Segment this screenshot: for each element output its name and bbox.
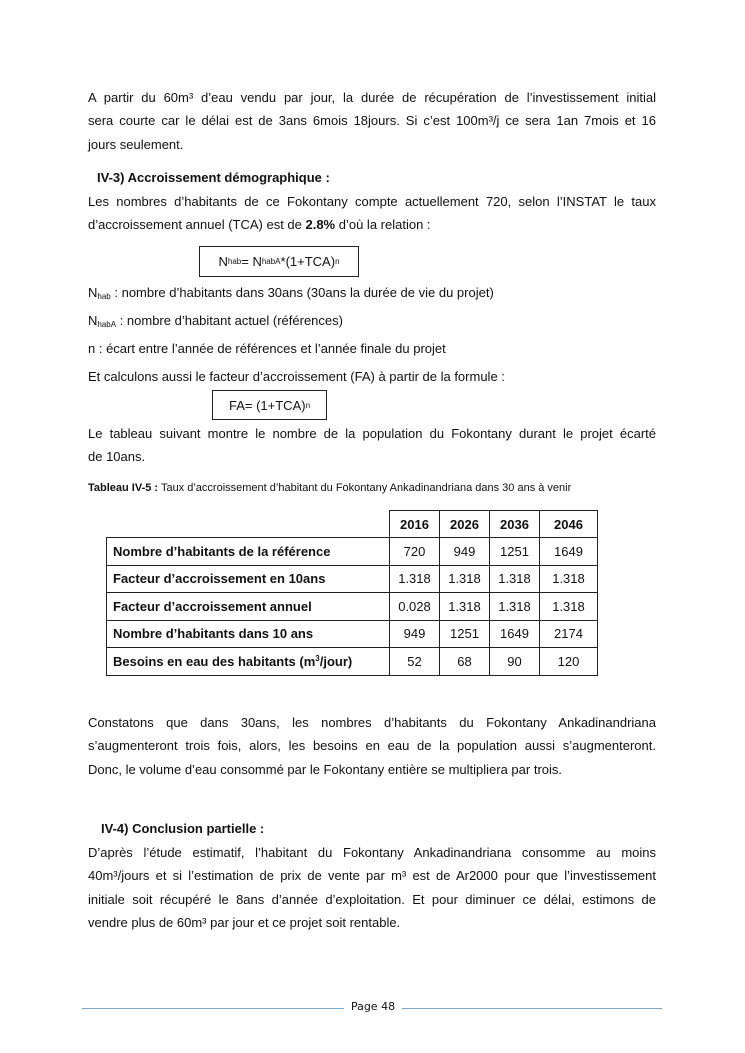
paragraph-fa-intro: Et calculons aussi le facteur d’accroissement (FA) à partir de la formule : [88,369,505,384]
year-header: 2046 [540,511,598,538]
formula-fa: FA= (1+TCA) n [212,390,327,420]
row-label: Facteur d’accroissement annuel [107,593,390,621]
table-cell: 1.318 [490,593,540,621]
table-cell: 1649 [540,538,598,566]
table-cell: 1.318 [390,565,440,593]
row-label: Facteur d’accroissement en 10ans [107,565,390,593]
population-table [106,510,598,676]
definition-n: n : écart entre l’année de références et l’année finale du projet [88,341,446,356]
table-cell: 68 [440,648,490,676]
year-header: 2036 [490,511,540,538]
paragraph-population-intro: Les nombres d’habitants de ce Fokontany compte actuellement 720, selon l’INSTAT le taux d’accroissement annuel (TCA) est de 2.8% d’où la relation : [88,194,656,233]
formula-definitions [88,281,688,361]
table-cell: 720 [390,538,440,566]
paragraph-conclusion: D’après l’étude estimatif, l’habitant du Fokontany Ankadinandriana consomme au moins 40m³/jours et si l’estimation de prix de vente par m³ est de Ar2000 pour que l’investissement initiale soit récupéré le 8ans d’année d’exploitation. Et pour diminuer ce délai, estimons de vendre plus de 60m³ par jour et ce projet soit rentable. [88,845,656,931]
table-row [107,593,598,621]
footer-divider-right [402,1008,662,1009]
year-header: 2026 [440,511,490,538]
table-caption: Tableau IV-5 : Taux d’accroissement d’habitant du Fokontany Ankadinandriana dans 30 ans à venir [88,482,572,494]
table-cell: 0.028 [390,593,440,621]
table-cell: 1.318 [540,593,598,621]
table-cell: 1251 [440,620,490,648]
table-cell: 1.318 [440,593,490,621]
table-cell: 2174 [540,620,598,648]
table-row [107,538,598,566]
table-cell: 1.318 [440,565,490,593]
table-cell: 52 [390,648,440,676]
section-heading-conclusion: IV-4) Conclusion partielle : [101,821,265,836]
paragraph-constat: Constatons que dans 30ans, les nombres d’habitants du Fokontany Ankadinandriana s’augmenteront trois fois, alors, les besoins en eau de la population aussi s’augmenteront. Donc, le volume d’eau consommé par le Fokontany entière se multipliera par trois. [88,715,656,777]
row-label: Nombre d’habitants dans 10 ans [107,620,390,648]
definition-nhab: $N_{hab}$ : nombre d’habitants dans 30ans (30ans la durée de vie du projet) [88,285,494,301]
table-cell: 1.318 [490,565,540,593]
table-row [107,648,598,676]
table-cell: 120 [540,648,598,676]
table-cell: 949 [390,620,440,648]
table-header-row [107,511,598,538]
table-cell: 1251 [490,538,540,566]
section-heading-accroissement: IV-3) Accroissement démographique : [97,170,330,185]
table-cell: 1649 [490,620,540,648]
paragraph-investment-recovery: A partir du 60m³ d’eau vendu par jour, la durée de récupération de l’investissement initial sera courte car le délai est de 3ans 6mois 18jours. Si c’est 100m³/j ce sera 1an 7mois et 16 jours seulement. [88,90,656,152]
table-row [107,620,598,648]
year-header: 2016 [390,511,440,538]
table-row [107,565,598,593]
footer-divider-left [82,1008,344,1009]
definition-nhaba: $N_{habA}$ : nombre d’habitant actuel (références) [88,313,343,329]
table-cell: 949 [440,538,490,566]
table-cell: 90 [490,648,540,676]
paragraph-table-intro: Le tableau suivant montre le nombre de la population du Fokontany durant le projet écarté de 10ans. [88,426,656,465]
formula-population: N hab = N habA *(1+TCA) n [199,246,359,277]
row-label: Nombre d’habitants de la référence [107,538,390,566]
page-number: Page 48 [350,1000,396,1013]
table-cell: 1.318 [540,565,598,593]
row-label: Besoins en eau des habitants $(m^3/jour)$ [107,648,390,676]
